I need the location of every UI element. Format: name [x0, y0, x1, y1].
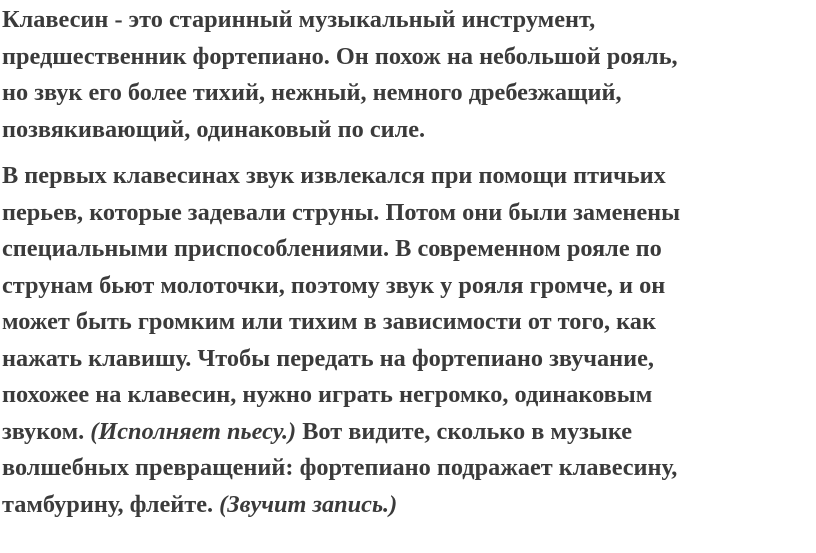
line-text: Вот видите, сколько в музыке: [296, 417, 633, 445]
text-line: предшественник фортепиано. Он похож на небольшой рояль,: [2, 42, 678, 70]
text-line: похожее на клавесин, нужно играть негромко, одинаковым: [2, 381, 653, 408]
stage-direction: (Звучит запись.): [219, 490, 398, 518]
line-text: тамбурину, флейте.: [2, 490, 220, 518]
text-line: нажать клавишу. Чтобы передать на фортепиано звучание,: [2, 344, 655, 372]
text-line: [2, 414, 814, 451]
text-line: [2, 487, 814, 524]
stage-direction: (Исполняет пьесу.): [90, 417, 297, 445]
text-line: но звук его более тихий, нежный, немного дребезжащий,: [2, 79, 622, 106]
text-line: специальными приспособлениями. В современном рояле по: [2, 235, 662, 262]
text-line: перьев, которые задевали струны. Потом они были заменены: [2, 198, 681, 226]
text-line: В первых клавесинах звук извлекался при помощи птичьих: [2, 162, 666, 189]
text-line: струнам бьют молоточки, поэтому звук у рояля громче, и он: [2, 271, 666, 299]
paragraph-1: [2, 2, 814, 148]
text-line: волшебных превращений: фортепиано подражает клавесину,: [2, 454, 678, 481]
text-line: Клавесин - это старинный музыкальный инструмент,: [2, 6, 596, 33]
document-text: [2, 2, 814, 523]
paragraph-2: [2, 158, 814, 523]
line-text: звуком.: [2, 417, 91, 445]
text-line: может быть громким или тихим в зависимости от того, как: [2, 308, 656, 335]
text-line: позвякивающий, одинаковый по силе.: [2, 115, 426, 143]
